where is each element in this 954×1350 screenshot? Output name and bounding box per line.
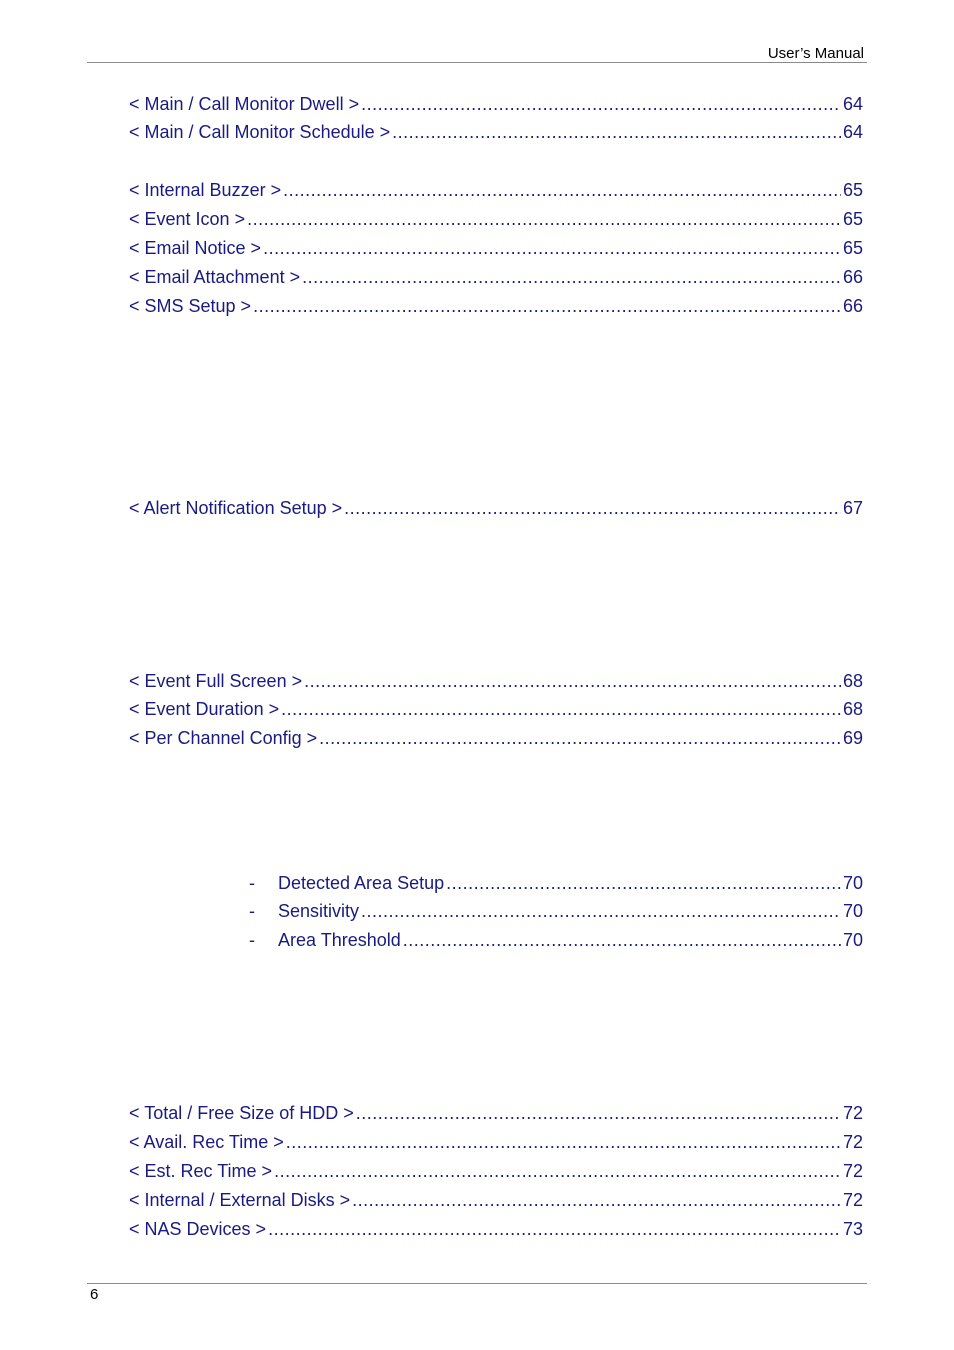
toc-bullet: - <box>249 901 255 921</box>
toc-bullet: - <box>249 873 255 893</box>
toc-entry-page: 66 <box>842 267 863 287</box>
toc-entry-title: < Internal Buzzer > <box>129 180 282 200</box>
toc-leader-dots <box>253 296 841 317</box>
toc-entry-title: < Alert Notification Setup > <box>129 498 343 518</box>
toc-entry-est-rec-time[interactable] <box>129 1161 863 1185</box>
toc-entry-title: < Event Icon > <box>129 209 246 229</box>
toc-leader-dots <box>319 728 841 749</box>
toc-entry-title: < Total / Free Size of HDD > <box>129 1103 354 1123</box>
toc-entry-page: 70 <box>842 873 863 893</box>
toc-leader-dots <box>356 1103 841 1124</box>
toc-entry-event-full-screen[interactable] <box>129 671 863 695</box>
toc-leader-dots <box>344 498 841 519</box>
toc-leader-dots <box>352 1190 841 1211</box>
toc-entry-page: 72 <box>842 1161 863 1181</box>
toc-leader-dots <box>283 180 841 201</box>
toc-entry-title: < SMS Setup > <box>129 296 252 316</box>
toc-entry-page: 70 <box>842 901 863 921</box>
header-rule <box>87 62 867 63</box>
toc-leader-dots <box>361 901 841 922</box>
toc-entry-page: 65 <box>842 180 863 200</box>
header-title: User’s Manual <box>767 45 864 62</box>
toc-entry-title: < Per Channel Config > <box>129 728 318 748</box>
toc-entry-sms-setup[interactable] <box>129 296 863 320</box>
toc-entry-email-notice[interactable] <box>129 238 863 262</box>
toc-entry-page: 72 <box>842 1103 863 1123</box>
toc-leader-dots <box>403 930 841 951</box>
toc-leader-dots <box>392 122 841 143</box>
toc-entry-main-call-monitor-schedule[interactable] <box>129 122 863 146</box>
toc-entry-page: 64 <box>842 122 863 142</box>
toc-entry-alert-notification-setup[interactable] <box>129 498 863 522</box>
toc-entry-page: 72 <box>842 1190 863 1210</box>
toc-entry-page: 65 <box>842 209 863 229</box>
toc-entry-title: < Internal / External Disks > <box>129 1190 351 1210</box>
toc-entry-page: 68 <box>842 699 863 719</box>
toc-entry-title: < Main / Call Monitor Dwell > <box>129 94 360 114</box>
toc-entry-avail-rec-time[interactable] <box>129 1132 863 1156</box>
toc-entry-title: < Email Attachment > <box>129 267 301 287</box>
toc-bullet: - <box>249 930 255 950</box>
toc-entry-page: 68 <box>842 671 863 691</box>
toc-entry-page: 67 <box>842 498 863 518</box>
toc-entry-page: 72 <box>842 1132 863 1152</box>
toc-subentry-detected-area-setup[interactable] <box>249 873 863 897</box>
toc-entry-nas-devices[interactable] <box>129 1219 863 1243</box>
toc-entry-title: Detected Area Setup <box>278 873 445 893</box>
toc-entry-title: < Est. Rec Time > <box>129 1161 273 1181</box>
toc-leader-dots <box>274 1161 841 1182</box>
toc-entry-page: 70 <box>842 930 863 950</box>
toc-entry-title: < Event Duration > <box>129 699 280 719</box>
toc-entry-page: 66 <box>842 296 863 316</box>
toc-entry-internal-external-disks[interactable] <box>129 1190 863 1214</box>
toc-leader-dots <box>446 873 841 894</box>
toc-entry-title: < NAS Devices > <box>129 1219 267 1239</box>
toc-entry-main-call-monitor-dwell[interactable] <box>129 94 863 118</box>
page-number: 6 <box>90 1286 99 1303</box>
toc-leader-dots <box>268 1219 841 1240</box>
toc-entry-title: < Email Notice > <box>129 238 262 258</box>
toc-leader-dots <box>286 1132 841 1153</box>
toc-entry-title: Sensitivity <box>278 901 360 921</box>
toc-subentry-sensitivity[interactable] <box>249 901 863 925</box>
toc-entry-page: 69 <box>842 728 863 748</box>
toc-subentry-area-threshold[interactable] <box>249 930 863 954</box>
toc-entry-total-free-size-of-hdd[interactable] <box>129 1103 863 1127</box>
toc-entry-event-duration[interactable] <box>129 699 863 723</box>
toc-leader-dots <box>361 94 841 115</box>
toc-entry-per-channel-config[interactable] <box>129 728 863 752</box>
toc-leader-dots <box>247 209 841 230</box>
toc-entry-title: Area Threshold <box>278 930 401 950</box>
toc-entry-page: 65 <box>842 238 863 258</box>
toc-entry-email-attachment[interactable] <box>129 267 863 291</box>
toc-entry-page: 64 <box>842 94 863 114</box>
toc-entry-title: < Event Full Screen > <box>129 671 303 691</box>
toc-entry-title: < Main / Call Monitor Schedule > <box>129 122 391 142</box>
toc-leader-dots <box>281 699 841 720</box>
toc-entry-event-icon[interactable] <box>129 209 863 233</box>
toc-entry-page: 73 <box>842 1219 863 1239</box>
toc-entry-internal-buzzer[interactable] <box>129 180 863 204</box>
toc-leader-dots <box>263 238 841 259</box>
toc-leader-dots <box>304 671 841 692</box>
footer-rule <box>87 1283 867 1284</box>
toc-leader-dots <box>302 267 841 288</box>
toc-entry-title: < Avail. Rec Time > <box>129 1132 284 1152</box>
